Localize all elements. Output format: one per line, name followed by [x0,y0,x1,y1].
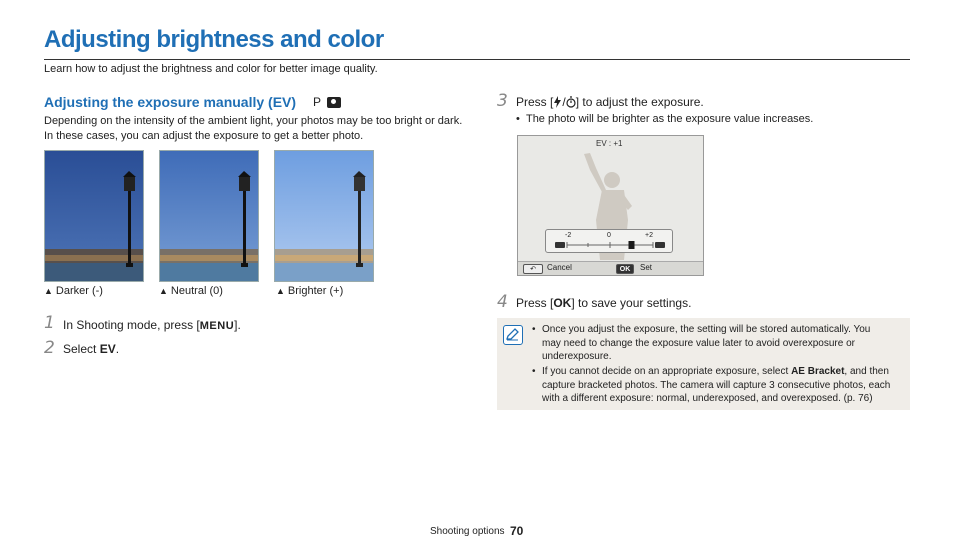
page-number: 70 [510,524,524,538]
step-1-number [44,313,55,333]
ev-slider[interactable] [555,240,665,250]
note-bullet-2 [542,365,902,406]
slider-min-label: -2 [565,232,572,239]
step-4-pre: Press [ [516,296,554,310]
note-bullet-2-pre: If you cannot decide on an appropriate exposure, select [542,366,792,377]
caption-neutral [159,285,223,297]
section-heading: Adjusting the exposure manually (EV) [44,94,297,110]
step-3-num: 3 [497,91,508,111]
step-2-post: . [115,342,120,356]
step-1-pre: In Shooting mode, press [ [63,318,200,332]
note-bullet-mark: • [532,324,536,335]
step-1-post: ]. [234,318,241,332]
caption-darker-text: Darker (-) [55,285,103,297]
back-icon[interactable]: ↶ [523,264,543,274]
step-3 [516,95,704,109]
lcd-cancel-label: Cancel [547,263,572,272]
slider-max-label: +2 [645,232,653,239]
caption-brighter [276,285,343,297]
caption-darker [44,285,103,297]
step-1 [63,318,241,332]
ok-button-icon[interactable]: OK [616,264,634,274]
step-4-num: 4 [497,292,508,312]
menu-key-icon: MENU [199,320,235,332]
slider-thumb[interactable] [629,241,635,249]
movie-mode-icon [327,97,341,108]
step-4-post: ] to save your settings. [571,296,692,310]
slider-minus-icon[interactable] [555,242,565,248]
note-bullet-2-key: AE Bracket [791,366,845,377]
step-3-bullet-text: The photo will be brighter as the exposure value increases. [525,113,814,125]
note-bullet-mark: • [532,366,536,377]
camera-lcd [517,135,704,276]
photo-darker [44,150,144,282]
step-2-number [44,338,55,358]
step-3-post: ] to adjust the exposure. [575,95,704,109]
step-2-key: EV [99,342,116,356]
slider-mid-label: 0 [607,232,611,239]
caption-neutral-text: Neutral (0) [170,285,223,297]
photo-neutral-image [160,151,259,282]
step-2 [63,342,119,356]
ok-key-icon: OK [553,296,572,310]
photo-brighter-image [275,151,374,282]
mode-icons [313,95,341,109]
step-2-pre: Select [63,342,100,356]
photo-darker-image [45,151,144,282]
step-2-num: 2 [44,338,55,358]
section-description: Depending on the intensity of the ambient light, your photos may be too bright or dark. In these cases, you can adjust the exposure to get a better photo. [44,115,463,142]
caption-brighter-text: Brighter (+) [287,285,344,297]
step-1-num: 1 [44,313,55,333]
title-divider [44,59,910,60]
intro-text: Learn how to adjust the brightness and color for better image quality. [44,63,378,75]
photo-neutral [159,150,259,282]
note-bullet-2-post: , and then capture bracketed photos. The camera will capture 3 consecutive photos, each with a different exposure: normal, underexposed, and overexposed. (p. 76) [542,366,891,404]
triangle-up-icon: ▲ [159,286,168,296]
program-mode-icon: P [313,95,322,109]
note-pencil-icon [503,325,523,345]
flash-icon [553,96,562,108]
step-3-mid: / [562,95,566,109]
triangle-up-icon: ▲ [276,286,285,296]
footer-section-label: Shooting options [430,526,505,537]
step-3-pre: Press [ [516,95,554,109]
step-4-number [497,292,508,312]
step-3-number [497,91,508,111]
note-bullet-1: Once you adjust the exposure, the setting will be stored automatically. You may need to change the exposure value later to avoid overexposure or underexposure. [542,324,871,362]
step-4 [516,296,691,310]
photo-brighter [274,150,374,282]
self-timer-icon [566,96,576,108]
step-3-bullet: • The photo will be brighter as the exposure value increases. [516,113,814,125]
lcd-set-label: Set [640,263,653,272]
slider-plus-icon[interactable] [655,242,665,248]
lcd-bottom-bar [518,261,703,276]
lcd-ev-label: EV : +1 [596,139,623,148]
triangle-up-icon: ▲ [44,286,53,296]
page-title: Adjusting brightness and color [44,26,384,53]
